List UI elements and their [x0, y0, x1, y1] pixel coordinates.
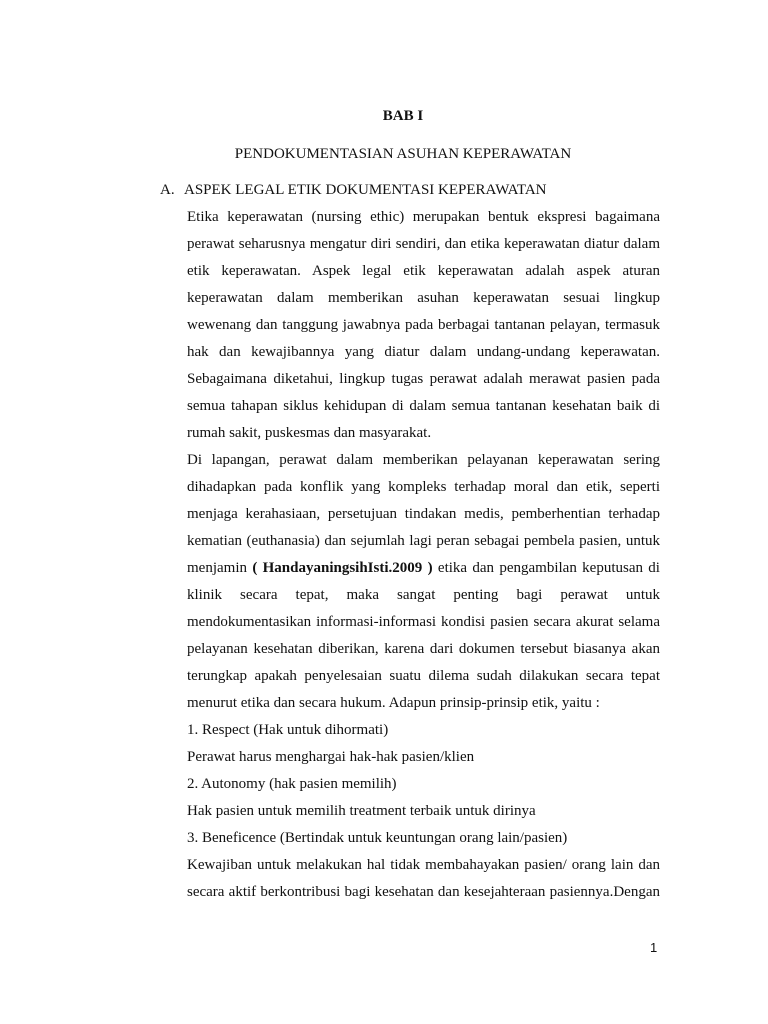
principle-text: Kewajiban untuk melakukan hal tidak membahayakan pasien/ orang lain dan secara aktif berkontribusi bagi kesehatan dan kesejahteraan pasiennya.Dengan	[187, 857, 660, 900]
chapter-heading: BAB I	[382, 108, 424, 124]
page-number: 1	[650, 940, 658, 955]
body-text	[187, 204, 660, 906]
principle-heading: 1. Respect (Hak untuk dihormati)	[187, 722, 389, 738]
principle-heading: 2. Autonomy (hak pasien memilih)	[187, 776, 397, 792]
section-number: A.	[160, 182, 175, 198]
paragraph-text-after-citation: etika dan pengambilan keputusan di klinik secara tepat, maka sangat penting bagi perawat untuk mendokumentasikan informasi-informasi kondisi pasien secara akurat selama pelayanan kesehatan diberikan, karena dari dokumen tersebut biasanya akan terungkap apakah penyelesaian suatu dilema sudah dilakukan secara tepat menurut etika dan secara hukum. Adapun prinsip-prinsip etik, yaitu :	[187, 560, 660, 711]
section-heading	[160, 182, 546, 199]
chapter-title: PENDOKUMENTASIAN ASUHAN KEPERAWATAN	[234, 146, 572, 162]
principle-text: Perawat harus menghargai hak-hak pasien/klien	[187, 749, 475, 765]
paragraph-ethics: Etika keperawatan (nursing ethic) merupakan bentuk ekspresi bagaimana perawat seharusnya mengatur diri sendiri, dan etika keperawatan diatur dalam etik keperawatan. Aspek legal etik keperawatan adalah aspek aturan keperawatan dalam memberikan asuhan keperawatan sesuai lingkup wewenang dan tanggung jawabnya pada berbagai tantanan pelayan, termasuk hak dan kewajibannya yang diatur dalam undang-undang keperawatan. Sebagaimana diketahui, lingkup tugas perawat adalah merawat pasien pada semua tahapan siklus kehidupan di dalam semua tantanan kesehatan baik di rumah sakit, puskesmas dan masyarakat.	[187, 209, 660, 441]
section-title: ASPEK LEGAL ETIK DOKUMENTASI KEPERAWATAN	[184, 182, 547, 198]
paragraph-field-practice	[187, 447, 660, 717]
principle-heading: 3. Beneficence (Bertindak untuk keuntungan orang lain/pasien)	[187, 830, 568, 846]
citation: ( HandayaningsihIsti.2009 )	[252, 560, 433, 576]
principle-text: Hak pasien untuk memilih treatment terbaik untuk dirinya	[187, 803, 536, 819]
paragraph-text-before-citation: Di lapangan, perawat dalam memberikan pelayanan keperawatan sering dihadapkan pada konflik yang kompleks terhadap moral dan etik, seperti menjaga kerahasiaan, persetujuan tindakan medis, pemberhentian terhadap kematian (euthanasia) dan sejumlah lagi peran sebagai pembela pasien, untuk menjamin	[187, 452, 660, 576]
